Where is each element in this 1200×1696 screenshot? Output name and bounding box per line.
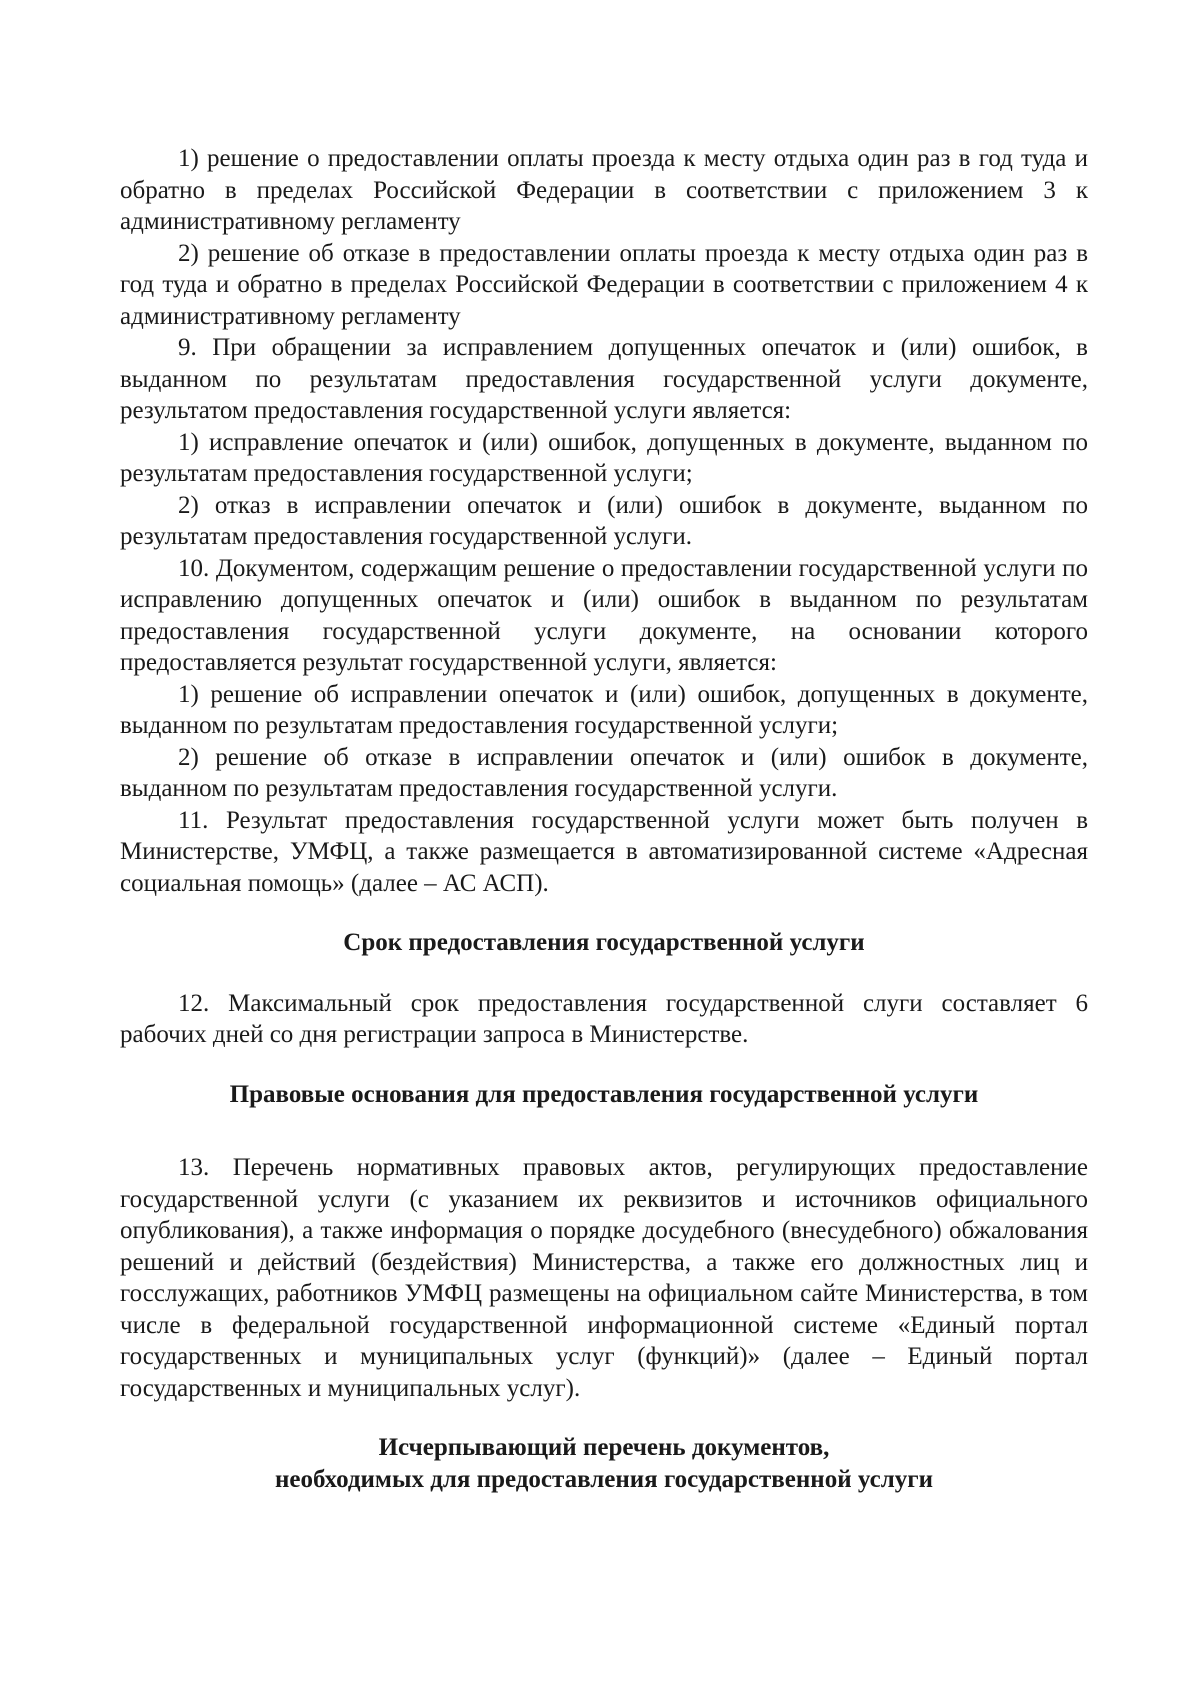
paragraph-13: 13. Перечень нормативных правовых актов, регулирующих предоставление государственной услуги (с указанием их реквизитов и источников официального опубликования), а также информация о порядке досудебного (внесудебного) обжалования решений и действий (бездействия) Министерства, а также его должностных лиц и госслужащих, работников УМФЦ размещены на официальном сайте Министерства, в том числе в федеральной государственной информационной системе «Единый портал государственных и муниципальных услуг (функций)» (далее – Единый портал государственных и муниципальных услуг). bbox=[120, 1154, 1088, 1402]
section-heading-legal-basis: Правовые основания для предоставления государственной услуги bbox=[229, 1080, 979, 1108]
spacer bbox=[120, 1110, 1088, 1152]
spacer bbox=[120, 1404, 1088, 1432]
paragraph-decision-refusal: 2) решение об отказе в предоставлении оплаты проезда к месту отдыха один раз в год туда и обратно в пределах Российской Федерации в соответствии с приложением 4 к административному регламенту bbox=[120, 239, 1088, 330]
section-heading-term: Срок предоставления государственной услуги bbox=[343, 929, 865, 956]
spacer bbox=[120, 1051, 1088, 1079]
paragraph-10-item-2: 2) решение об отказе в исправлении опечаток и (или) ошибок в документе, выданном по результатам предоставления государственной услуги. bbox=[120, 743, 1088, 802]
paragraph-11: 11. Результат предоставления государственной услуги может быть получен в Министерстве, УМФЦ, а также размещается в автоматизированной системе «Адресная социальная помощь» (далее – АС АСП). bbox=[120, 806, 1088, 897]
document-body bbox=[120, 143, 1088, 1495]
paragraph-decision-payment: 1) решение о предоставлении оплаты проезда к месту отдыха один раз в год туда и обратно в пределах Российской Федерации в соответствии с приложением 3 к административному регламенту bbox=[120, 145, 1088, 235]
section-heading-documents-line-2: необходимых для предоставления государственной услуги bbox=[275, 1465, 933, 1493]
paragraph-9: 9. При обращении за исправлением допущенных опечаток и (или) ошибок, в выданном по результатам предоставления государственной услуги документе, результатом предоставления государственной услуги является: bbox=[120, 334, 1088, 424]
section-heading-documents-line-1: Исчерпывающий перечень документов, bbox=[378, 1434, 830, 1461]
paragraph-12: 12. Максимальный срок предоставления государственной слуги составляет 6 рабочих дней со дня регистрации запроса в Министерстве. bbox=[120, 989, 1088, 1048]
spacer bbox=[120, 899, 1088, 927]
paragraph-9-item-2: 2) отказ в исправлении опечаток и (или) ошибок в документе, выданном по результатам предоставления государственной услуги. bbox=[120, 491, 1088, 550]
paragraph-10-item-1: 1) решение об исправлении опечаток и (или) ошибок, допущенных в документе, выданном по результатам предоставления государственной услуги; bbox=[120, 680, 1088, 739]
paragraph-10: 10. Документом, содержащим решение о предоставлении государственной услуги по исправлению допущенных опечаток и (или) ошибок в выданном по результатам предоставления государственной услуги документе, на основании которого предоставляется результат государственной услуги, является: bbox=[120, 554, 1088, 676]
paragraph-9-item-1: 1) исправление опечаток и (или) ошибок, допущенных в документе, выданном по результатам предоставления государственной услуги; bbox=[120, 428, 1088, 487]
spacer bbox=[120, 959, 1088, 988]
